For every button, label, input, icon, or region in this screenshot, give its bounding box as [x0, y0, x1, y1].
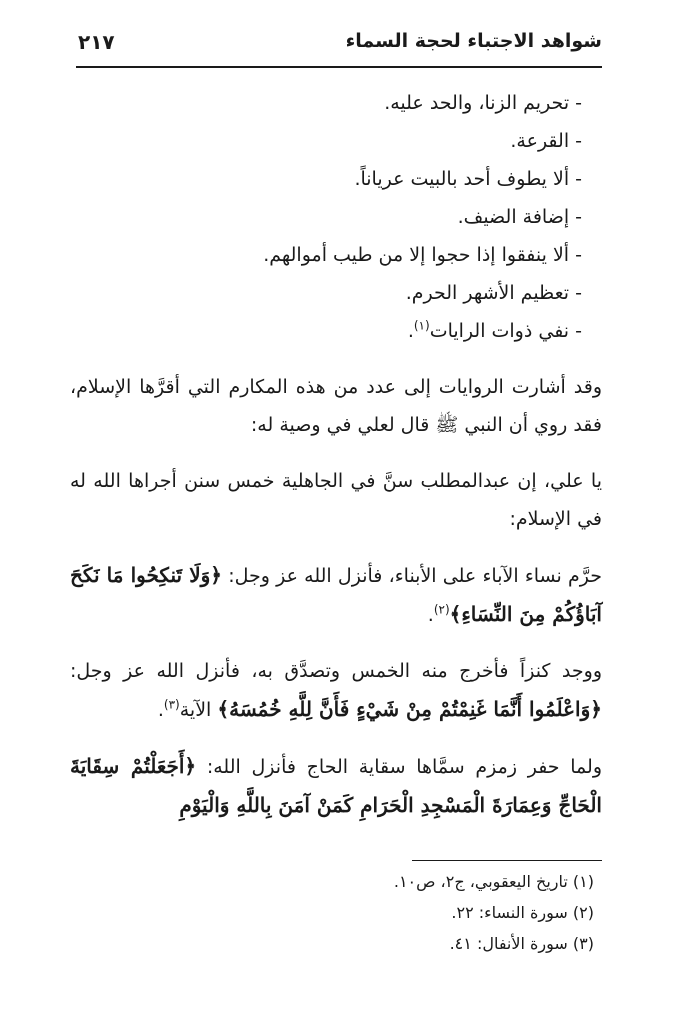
paragraph-third-sunna: [70, 747, 602, 825]
list-item: - القرعة.: [510, 130, 582, 152]
list-item: - ألا يطوف أحد بالبيت عرياناً.: [354, 168, 582, 190]
quran-ornament-open: ﴿: [590, 697, 602, 721]
header-divider: [76, 66, 602, 68]
punctuation: .: [157, 699, 164, 721]
punctuation: .: [407, 320, 414, 342]
quran-ornament-open: ﴿: [184, 754, 197, 778]
list-item: [70, 312, 582, 350]
paragraph-text: حرَّم نساء الآباء على الأبناء، فأنزل الله عز وجل:: [228, 565, 602, 587]
page-body: [70, 84, 602, 825]
paragraph-first-sunna: [70, 556, 602, 634]
quran-quote: [217, 697, 602, 721]
verse-continuation: الآية: [179, 699, 212, 721]
quran-ornament-close: ﴾: [217, 697, 230, 721]
paragraph-text: ولما حفر زمزم سمَّاها سقاية الحاج فأنزل الله:: [206, 756, 602, 778]
footnote-item: (١) تاريخ اليعقوبي، ج٢، ص١٠.: [393, 872, 594, 891]
list-item: - تحريم الزنا، والحد عليه.: [384, 92, 582, 114]
list-item-text: - نفي ذوات الرايات: [429, 320, 582, 342]
footnote-ref: (٣): [163, 697, 180, 712]
paragraph-intro: وقد أشارت الروايات إلى عدد من هذه المكارم التي أقرَّها الإسلام، فقد روي أن النبي ﷺ قال لعلي في وصية له:: [70, 376, 602, 436]
paragraph-second-sunna: [70, 652, 602, 729]
paragraph-hadith: يا علي، إن عبدالمطلب سنَّ في الجاهلية خمس سنن أجراها الله له في الإسلام:: [70, 470, 602, 530]
running-title: شواهد الاجتباء لحجة السماء: [345, 30, 602, 52]
list-item: - إضافة الضيف.: [457, 206, 582, 228]
footnote-ref: (١): [413, 318, 430, 333]
page-number: ٢١٧: [78, 30, 115, 54]
customs-list: [70, 84, 602, 350]
quran-verse: وَلَا تَنكِحُوا مَا نَكَحَ آبَاؤُكُمْ مِنَ النِّسَاءِ: [70, 563, 602, 626]
footnote-divider: [412, 860, 602, 861]
list-item: - ألا ينفقوا إذا حجوا إلا من طيب أموالهم.: [263, 244, 582, 266]
paragraph-text: ووجد كنزاً فأخرج منه الخمس وتصدَّق به، فأنزل الله عز وجل:: [70, 660, 602, 682]
footnote-ref: (٢): [433, 602, 450, 617]
quran-ornament-close: ﴾: [449, 602, 462, 626]
page-header: [76, 28, 602, 62]
quran-verse: وَاعْلَمُوا أَنَّمَا غَنِمْتُمْ مِنْ شَيْءٍ فَأَنَّ لِلَّهِ خُمُسَهُ: [229, 697, 591, 721]
punctuation: .: [427, 604, 434, 626]
quran-verse: أَجَعَلْتُمْ سِقَايَةَ الْحَاجِّ وَعِمَارَةَ الْمَسْجِدِ الْحَرَامِ كَمَنْ آمَنَ بِاللَّهِ وَالْيَوْمِ: [70, 754, 602, 817]
footnote-item: (٢) سورة النساء: ٢٢.: [451, 903, 594, 922]
footnote-item: (٣) سورة الأنفال: ٤١.: [449, 934, 594, 953]
list-item: - تعظيم الأشهر الحرم.: [405, 282, 582, 304]
footnotes: [76, 866, 602, 959]
quran-ornament-open: ﴿: [210, 563, 222, 587]
